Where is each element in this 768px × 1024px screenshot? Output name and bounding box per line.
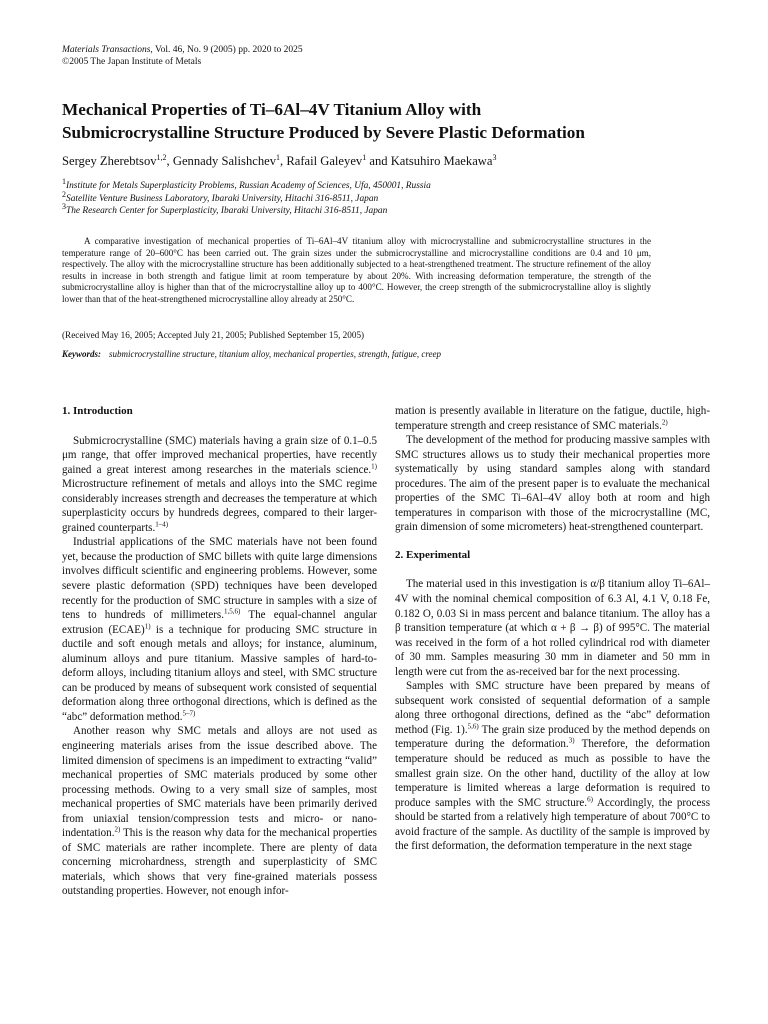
author: Rafail Galeyev$^1$ and xyxy=(286,152,391,168)
keywords xyxy=(62,349,441,359)
keywords-value: submicrocrystalline structure, titanium alloy, mechanical properties, strength, fatigue, creep xyxy=(109,349,442,359)
right-column xyxy=(395,404,710,854)
paragraph: The development of the method for producing massive samples with SMC structures allows us to study their mechanical properties more systematically by using standard samples along with standard procedures. The aim of the present paper is to evaluate the mechanical properties of the SMC Ti–6Al–4V alloy both at room and high temperatures in comparison with those of the microcrystalline (MC, grain dimension of some micrometers) heat-strengthened counterpart. xyxy=(395,434,710,534)
author: Katsuhiro Maekawa$^3$ xyxy=(390,152,497,168)
paragraph: mation is presently available in literature on the fatigue, ductile, high-temperature strength and creep resistance of SMC materials.$^{2)}$ xyxy=(395,405,710,432)
affiliation: $^3$The Research Center for Superplasticity, Ibaraki University, Hitachi 316-8511, Japan xyxy=(62,201,388,216)
affiliations xyxy=(62,176,722,218)
copyright: ©2005 The Japan Institute of Metals xyxy=(62,57,202,67)
section-heading-introduction: 1. Introduction xyxy=(62,405,133,417)
title-line-1: Mechanical Properties of Ti–6Al–4V Titanium Alloy with xyxy=(62,100,482,119)
keywords-label: Keywords: xyxy=(62,349,101,359)
title-line-2: Submicrocrystalline Structure Produced by Severe Plastic Deformation xyxy=(62,123,585,142)
received-dates: (Received May 16, 2005; Accepted July 21, 2005; Published September 15, 2005) xyxy=(62,330,365,340)
section-heading-experimental: 2. Experimental xyxy=(395,548,471,561)
journal-name: Materials Transactions xyxy=(62,45,151,55)
author: Gennady Salishchev$^1$, xyxy=(172,152,287,168)
abstract: A comparative investigation of mechanical properties of Ti–6Al–4V titanium alloy with microcrystalline and submicrocrystalline structures in the temperature range of 20–600°C has been carried out. The grain sizes under the submicrocrystalline and microcrystalline conditions are 0.4 and 10 μm, respectively. The alloy with the microcrystalline structure has been additionally subjected to a heat-strengthened treatment. The structure refinement of the alloy results in increase in both strength and fatigue limit at room temperature by about 20%. With increasing deformation temperature, the strength of the submicrocrystalline alloy is higher than that of the microcrystalline alloy up to 400°C. However, the creep strength of the submicrocrystalline alloy is slightly lower than that of the heat-strengthened microcrystalline alloy already at 250°C. xyxy=(62,236,651,304)
paragraph: Industrial applications of the SMC materials have not been found yet, because the production of SMC billets with quite large dimensions involves difficult scientific and engineering problems. However, some severe plastic deformation (SPD) techniques have been developed recently for the production of SMC structure in samples with a size of tens to hundreds of millimeters.$^{1,5,6)}$ The equal-channel angular extrusion (ECAE)$^{1)}$ is a technique for producing SMC structure in ductile and soft enough metals and alloys; for instance, aluminum, aluminum alloys and pure titanium. Massive samples of hard-to-deform alloys, including titanium alloys and steel, with SMC structure can be produced by means of subsequent work consisted of sequential deformation along three orthogonal directions, which is defined as the “abc” deformation method.$^{5-7)}$ xyxy=(62,536,377,723)
paper-title xyxy=(62,98,722,144)
paragraph: Another reason why SMC metals and alloys are not used as engineering materials arises from the issue described above. The limited dimension of specimens is an impediment to extracting “valid” mechanical properties of SMC materials produced by some other processing methods. Owing to a very small size of samples, most mechanical properties of SMC materials have been primarily derived from uniaxial tension/compression tests and micro- or nano-indentation.$^{2)}$ This is the reason why data for the mechanical properties of SMC materials are rather incomplete. There are plenty of data concerning microhardness, strength and superplasticity of SMC materials, which shows that very fine-grained materials possess outstanding properties. However, not enough infor- xyxy=(62,725,377,898)
affiliation: $^2$Satellite Venture Business Laboratory, Ibaraki University, Hitachi 316-8511, Japan xyxy=(62,189,379,204)
journal-citation xyxy=(62,44,303,56)
left-column xyxy=(62,404,377,899)
journal-header xyxy=(62,44,303,68)
paragraph: The material used in this investigation is α/β titanium alloy Ti–6Al–4V with the nominal chemical composition of 6.3 Al, 4.1 V, 0.18 Fe, 0.182 O, 0.03 Si in mass percent and balance titanium. The alloy has a β transition temperature (at which α + β → β) of 995°C. The material was received in the form of a hot rolled cylindrical rod with diameter of 30 mm. Samples measuring 30 mm in diameter and 50 mm in length were cut from the as-received bar for the next processing. xyxy=(395,578,710,678)
author: Sergey Zherebtsov$^{1,2}$, xyxy=(62,152,173,168)
author-list xyxy=(62,154,722,169)
journal-volume: , Vol. 46, No. 9 (2005) pp. 2020 to 2025 xyxy=(150,45,303,55)
paragraph: Samples with SMC structure have been prepared by means of subsequent work consisted of sequential deformation of a sample along three orthogonal directions, defined as the “abc” deformation method (Fig. 1).$^{5,6)}$ The grain size produced by the method depends on temperature during the deformation.$^{3)}$ Therefore, the deformation temperature should be reduced as much as possible to have the smallest grain size. On the other hand, ductility of the alloy at low temperature is limited whereas a large deformation is required to produce samples with the SMC structure.$^{6)}$ Accordingly, the process should be started from a relatively high temperature of about 700°C to avoid fracture of the sample. As ductility of the sample is improved by the first deformation, the deformation temperature in the next stage xyxy=(395,680,710,853)
paragraph: Submicrocrystalline (SMC) materials having a grain size of 0.1–0.5 μm range, that offer improved mechanical properties, have recently gained a great interest among researches in the materials science.$^{1)}$ Microstructure refinement of metals and alloys into the SMC regime considerably increases strength and decreases the temperature at which superplasticity occurs by hundreds degrees, compared to their larger-grained counterparts.$^{1-4)}$ xyxy=(62,434,377,534)
affiliation: $^1$Institute for Metals Superplasticity Problems, Russian Academy of Sciences, Ufa, 450001, Russia xyxy=(62,176,431,191)
